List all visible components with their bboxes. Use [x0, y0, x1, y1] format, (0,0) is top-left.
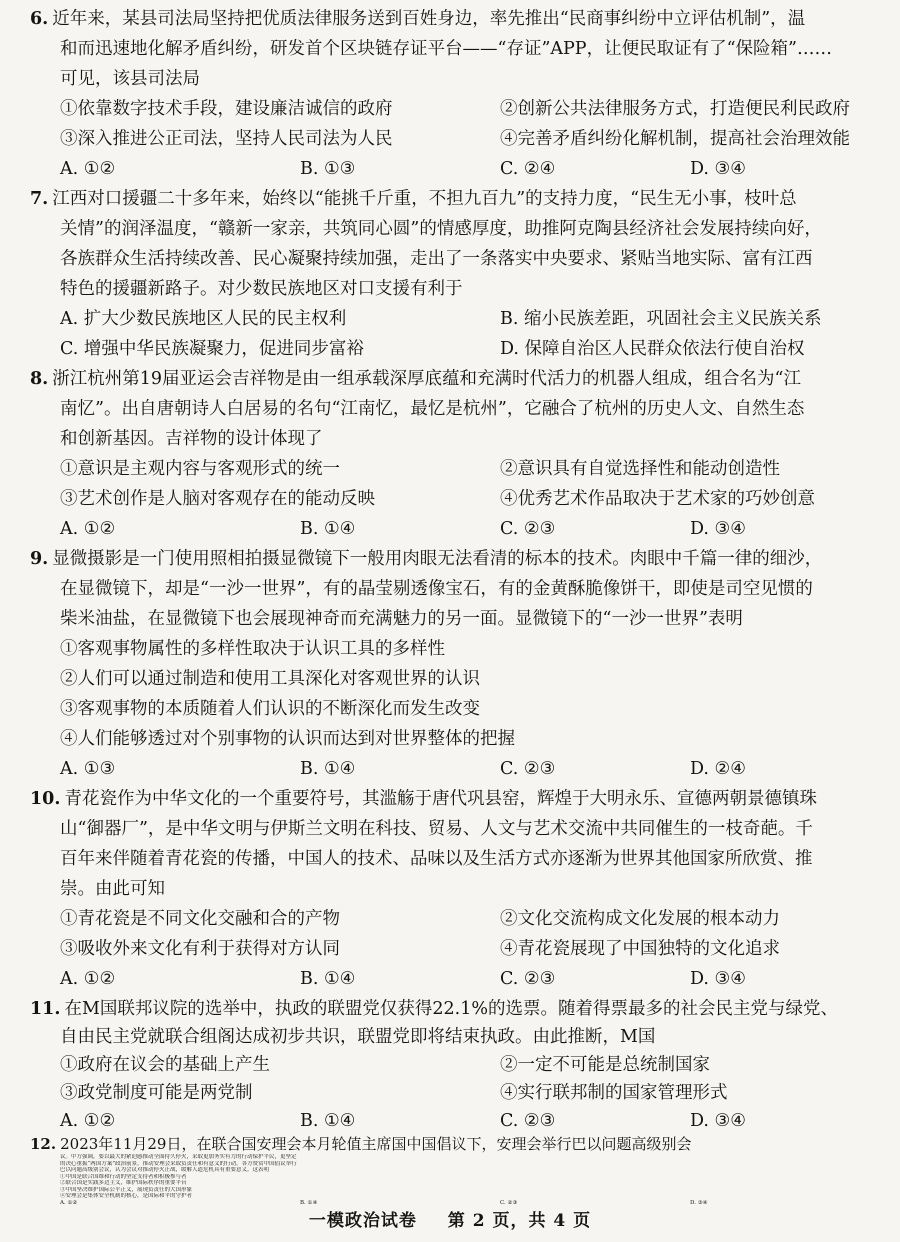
choice-c: C. ②③ [500, 969, 556, 989]
question-stem: 江西对口援疆二十多年来，始终以“能挑千斤重，不担九百九”的支持力度，“民生无小事，枝叶总 [52, 189, 797, 209]
statement: ④优秀艺术作品取决于艺术家的巧妙创意 [500, 489, 815, 509]
choice-a: A. ①② [60, 1111, 116, 1131]
question-stem: 议。中方强调，要以最大的紧迫感推动全面持久停火，采取更加务实有力的行动保护平民，更坚定 [60, 1154, 297, 1160]
choice-a: A. ①② [60, 159, 116, 179]
statement: ④人们能够透过对个别事物的认识而达到对世界整体的把握 [60, 729, 515, 749]
statement: ①青花瓷是不同文化交融和合的产物 [60, 909, 340, 929]
question-stem: 显微摄影是一门使用照相拍摄显微镜下一般用肉眼无法看清的标本的技术。肉眼中千篇一律的细沙， [52, 549, 823, 569]
question-stem: 和创新基因。吉祥物的设计体现了 [60, 429, 323, 449]
choice-c: C. ②③ [500, 759, 556, 779]
choice-b: B. ①④ [300, 969, 356, 989]
statement: ①依靠数字技术手段，建设廉洁诚信的政府 [60, 99, 393, 119]
choice-b: B. 缩小民族差距，巩固社会主义民族关系 [500, 309, 822, 329]
statement: ③政党制度可能是两党制 [60, 1083, 253, 1103]
exam-title: 一模政治试卷 [308, 1211, 417, 1231]
page-footer [0, 1206, 900, 1231]
choice-b: B. ①③ [300, 159, 356, 179]
question-stem: 在显微镜下，却是“一沙一世界”，有的晶莹剔透像宝石，有的金黄酥脆像饼干，即使是司空见惯的 [60, 579, 813, 599]
question-stem: 南忆”。出自唐朝诗人白居易的名句“江南忆，最忆是杭州”，它融合了杭州的历史人文、自然生态 [60, 399, 805, 419]
question-stem: 关情”的润泽温度，“赣新一家亲，共筑同心圆”的情感厚度，助推阿克陶县经济社会发展持续向好， [60, 219, 822, 239]
question-number: 9. [30, 549, 49, 569]
statement: ③中国坚决维护国际公平正义，展现负责任的大国形象 [60, 1186, 193, 1193]
question-number: 6. [30, 9, 49, 29]
question-stem: 百年来伴随着青花瓷的传播，中国人的技术、品味以及生活方式亦逐渐为世界其他国家所欣赏、推 [60, 849, 813, 869]
question-stem: 2023年11月29日，在联合国安理会本月轮值主席国中国倡议下，安理会举行巴以问题高级别会 [60, 1135, 692, 1153]
question-stem: 特色的援疆新路子。对少数民族地区对口支援有利于 [60, 279, 463, 299]
choice-b: B. ①④ [300, 1199, 318, 1206]
choice-b: B. ①④ [300, 1111, 356, 1131]
statement: ②意识具有自觉选择性和能动创造性 [500, 459, 780, 479]
statement: ①意识是主观内容与客观形式的统一 [60, 459, 340, 479]
choice-c: C. 增强中华民族凝聚力，促进同步富裕 [60, 339, 364, 359]
question-stem: 和而迅速地化解矛盾纠纷，研发首个区块链存证平台——“存证”APP，让便民取证有了“保险箱”…… [60, 39, 832, 59]
question-stem: 青花瓷作为中华文化的一个重要符号，其滥觞于唐代巩县窑，辉煌于大明永乐、宣德两朝景德镇珠 [64, 789, 817, 809]
choice-d: D. ③④ [690, 159, 746, 179]
choice-d: D. ②④ [690, 759, 746, 779]
page-number: 第 2 页，共 4 页 [447, 1211, 592, 1231]
question-number: 10. [30, 789, 61, 809]
statement: ④青花瓷展现了中国独特的文化追求 [500, 939, 780, 959]
statement: ②人们可以通过制造和使用工具深化对客观世界的认识 [60, 669, 480, 689]
choice-a: A. ①③ [60, 759, 116, 779]
statement: ④实行联邦制的国家管理形式 [500, 1083, 728, 1103]
question-number: 8. [30, 369, 49, 389]
choice-b: B. ①④ [300, 519, 356, 539]
question-stem: 近年来，某县司法局坚持把优质法律服务送到百姓身边，率先推出“民商事纠纷中立评估机制”，温 [52, 9, 806, 29]
choice-d: D. 保障自治区人民群众依法行使自治权 [500, 339, 805, 359]
choice-a: A. ①② [60, 519, 116, 539]
choice-c: C. ②③ [500, 519, 556, 539]
question-stem: 在M国联邦议院的选举中，执政的联盟党仅获得22.1%的选票。随着得票最多的社会民主党与绿党、 [64, 999, 838, 1019]
statement: ①客观事物属性的多样性取决于认识工具的多样性 [60, 639, 445, 659]
statement: ②创新公共法律服务方式，打造便民利民政府 [500, 99, 850, 119]
statement: ①中国是联合国维和行动的坚定支持者和积极参与者 [60, 1173, 187, 1180]
choice-c: C. ②④ [500, 159, 556, 179]
question-stem: 浙江杭州第19届亚运会吉祥物是由一组承载深厚底蕴和充满时代活力的机器人组成，组合名为“江 [52, 369, 801, 389]
statement: ③深入推进公正司法，坚持人民司法为人民 [60, 129, 393, 149]
statement: ④完善矛盾纠纷化解机制，提高社会治理效能 [500, 129, 850, 149]
question-stem: 柴米油盐，在显微镜下也会展现神奇而充满魅力的另一面。显微镜下的“一沙一世界”表明 [60, 609, 743, 629]
question-stem: 可见，该县司法局 [60, 69, 200, 89]
statement: ①政府在议会的基础上产生 [60, 1055, 270, 1075]
question-stem: 的决心重振“两国方案”政治前景，推动安理会采取负责任和有意义的行动。各方赞赏中国倡议举行 [60, 1160, 297, 1167]
choice-d: D. ③④ [690, 969, 746, 989]
choice-c: C. ②③ [500, 1111, 556, 1131]
statement: ④安理会是集体安全机制的核心，是国际和平的守护者 [60, 1193, 193, 1199]
choice-d: D. ③④ [690, 1111, 746, 1131]
statement: ②一定不可能是总统制国家 [500, 1055, 710, 1075]
statement: ②文化交流构成文化发展的根本动力 [500, 909, 780, 929]
choice-c: C. ②③ [500, 1199, 518, 1206]
question-number: 7. [30, 189, 49, 209]
question-stem: 崇。由此可知 [60, 879, 165, 899]
statement: ③吸收外来文化有利于获得对方认同 [60, 939, 340, 959]
choice-a: A. 扩大少数民族地区人民的民主权利 [60, 309, 347, 329]
question-stem: 山“御器厂”，是中华文明与伊斯兰文明在科技、贸易、人文与艺术交流中共同催生的一枝奇葩。千 [60, 819, 813, 839]
statement: ③艺术创作是人脑对客观存在的能动反映 [60, 489, 375, 509]
question-stem: 巴以问题高级别会议，认为会议对推动停火止战，缓解人道危机具有重要意义。这表明 [60, 1167, 270, 1173]
statement: ③客观事物的本质随着人们认识的不断深化而发生改变 [60, 699, 480, 719]
choice-a: A. ①② [60, 969, 116, 989]
question-number: 11. [30, 999, 61, 1019]
choice-b: B. ①④ [300, 759, 356, 779]
question-stem: 自由民主党就联合组阁达成初步共识，联盟党即将结束执政。由此推断，M国 [60, 1027, 656, 1047]
question-stem: 各族群众生活持续改善、民心凝聚持续加强，走出了一条落实中央要求、紧贴当地实际、富有江西 [60, 249, 813, 269]
statement: ②联合国是实践多边主义，维护国际秩序的重要平台 [60, 1180, 187, 1186]
question-number: 12. [30, 1135, 57, 1153]
choice-a: A. ①② [60, 1199, 78, 1206]
choice-d: D. ③④ [690, 519, 746, 539]
choice-d: D. ③④ [690, 1199, 708, 1206]
